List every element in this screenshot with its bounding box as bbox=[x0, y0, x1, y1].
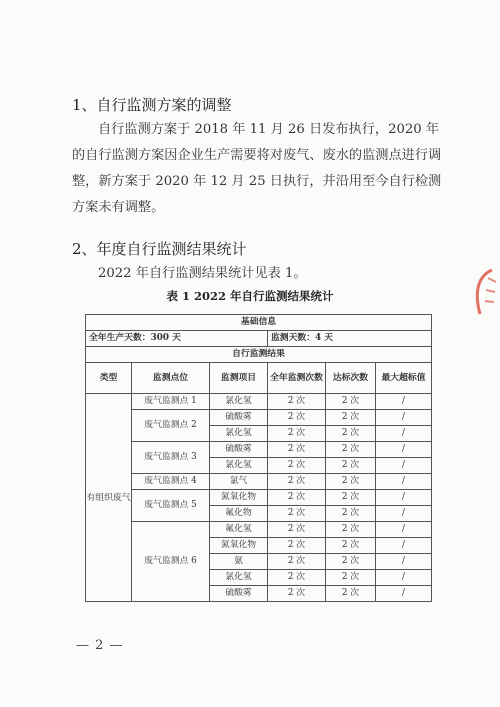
total-cell: 2 次 bbox=[268, 538, 326, 554]
pass-cell: 2 次 bbox=[326, 506, 376, 522]
max-cell: / bbox=[376, 586, 432, 602]
max-cell: / bbox=[376, 426, 432, 442]
item-cell: 氨 bbox=[210, 554, 268, 570]
point-cell: 废气监测点 2 bbox=[132, 410, 210, 442]
section1-body: 自行监测方案于 2018 年 11 月 26 日发布执行，2020 年的自行监测方案因企业生产需要将对废气、废水的监测点进行调整，新方案于 2020 年 12 月 25 日执行，并沿用至今自行检测方案未有调整。 bbox=[72, 122, 442, 215]
total-cell: 2 次 bbox=[268, 554, 326, 570]
item-cell: 氯化氢 bbox=[210, 458, 268, 474]
pass-cell: 2 次 bbox=[326, 458, 376, 474]
total-cell: 2 次 bbox=[268, 458, 326, 474]
pass-cell: 2 次 bbox=[326, 538, 376, 554]
pass-cell: 2 次 bbox=[326, 474, 376, 490]
table-row bbox=[86, 442, 432, 458]
table-row bbox=[86, 474, 432, 490]
total-cell: 2 次 bbox=[268, 570, 326, 586]
item-cell: 氮氧化物 bbox=[210, 538, 268, 554]
max-cell: / bbox=[376, 570, 432, 586]
max-cell: / bbox=[376, 442, 432, 458]
header-type: 类型 bbox=[86, 363, 132, 394]
item-cell: 氮氧化物 bbox=[210, 490, 268, 506]
point-cell: 废气监测点 5 bbox=[132, 490, 210, 522]
red-seal-stamp bbox=[470, 268, 498, 318]
point-cell: 废气监测点 3 bbox=[132, 442, 210, 474]
item-cell: 氟化物 bbox=[210, 506, 268, 522]
total-cell: 2 次 bbox=[268, 586, 326, 602]
max-cell: / bbox=[376, 394, 432, 410]
pass-cell: 2 次 bbox=[326, 586, 376, 602]
pass-cell: 2 次 bbox=[326, 522, 376, 538]
page-number: — 2 — bbox=[76, 638, 124, 653]
table-row bbox=[86, 394, 432, 410]
max-cell: / bbox=[376, 554, 432, 570]
table-row bbox=[86, 490, 432, 506]
section1-heading: 1、自行监测方案的调整 bbox=[72, 96, 232, 114]
point-cell: 废气监测点 1 bbox=[132, 394, 210, 410]
pass-cell: 2 次 bbox=[326, 410, 376, 426]
section2-heading: 2、年度自行监测结果统计 bbox=[72, 240, 247, 258]
item-cell: 氯化氢 bbox=[210, 426, 268, 442]
type-cell: 有组织废气 bbox=[86, 394, 132, 602]
total-cell: 2 次 bbox=[268, 522, 326, 538]
max-cell: / bbox=[376, 522, 432, 538]
section2-body: 2022 年自行监测结果统计见表 1。 bbox=[98, 266, 307, 281]
pass-cell: 2 次 bbox=[326, 394, 376, 410]
item-cell: 硫酸雾 bbox=[210, 410, 268, 426]
production-days: 全年生产天数：300 天 bbox=[86, 331, 268, 347]
point-cell: 废气监测点 4 bbox=[132, 474, 210, 490]
total-cell: 2 次 bbox=[268, 506, 326, 522]
total-cell: 2 次 bbox=[268, 490, 326, 506]
max-cell: / bbox=[376, 474, 432, 490]
max-cell: / bbox=[376, 538, 432, 554]
item-cell: 硫酸雾 bbox=[210, 586, 268, 602]
max-cell: / bbox=[376, 490, 432, 506]
item-cell: 氯化氢 bbox=[210, 394, 268, 410]
basic-info-title: 基础信息 bbox=[86, 315, 432, 331]
item-cell: 硫酸雾 bbox=[210, 442, 268, 458]
point-cell: 废气监测点 6 bbox=[132, 522, 210, 602]
total-cell: 2 次 bbox=[268, 426, 326, 442]
total-cell: 2 次 bbox=[268, 474, 326, 490]
header-point: 监测点位 bbox=[132, 363, 210, 394]
pass-cell: 2 次 bbox=[326, 554, 376, 570]
header-item: 监测项目 bbox=[210, 363, 268, 394]
max-cell: / bbox=[376, 506, 432, 522]
header-total-count: 全年监测次数 bbox=[268, 363, 326, 394]
table-row bbox=[86, 410, 432, 426]
table-caption: 表 1 2022 年自行监测结果统计 bbox=[166, 289, 334, 303]
item-cell: 氯气 bbox=[210, 474, 268, 490]
pass-cell: 2 次 bbox=[326, 570, 376, 586]
pass-cell: 2 次 bbox=[326, 490, 376, 506]
max-cell: / bbox=[376, 410, 432, 426]
total-cell: 2 次 bbox=[268, 410, 326, 426]
item-cell: 氟化氢 bbox=[210, 522, 268, 538]
item-cell: 氯化氢 bbox=[210, 570, 268, 586]
max-cell: / bbox=[376, 458, 432, 474]
pass-cell: 2 次 bbox=[326, 442, 376, 458]
total-cell: 2 次 bbox=[268, 394, 326, 410]
table-row bbox=[86, 522, 432, 538]
monitoring-days: 监测天数：4 天 bbox=[268, 331, 432, 347]
pass-cell: 2 次 bbox=[326, 426, 376, 442]
results-title: 自行监测结果 bbox=[86, 347, 432, 363]
monitoring-results-table bbox=[85, 314, 432, 602]
total-cell: 2 次 bbox=[268, 442, 326, 458]
header-max-exceed: 最大超标值 bbox=[376, 363, 432, 394]
header-pass-count: 达标次数 bbox=[326, 363, 376, 394]
